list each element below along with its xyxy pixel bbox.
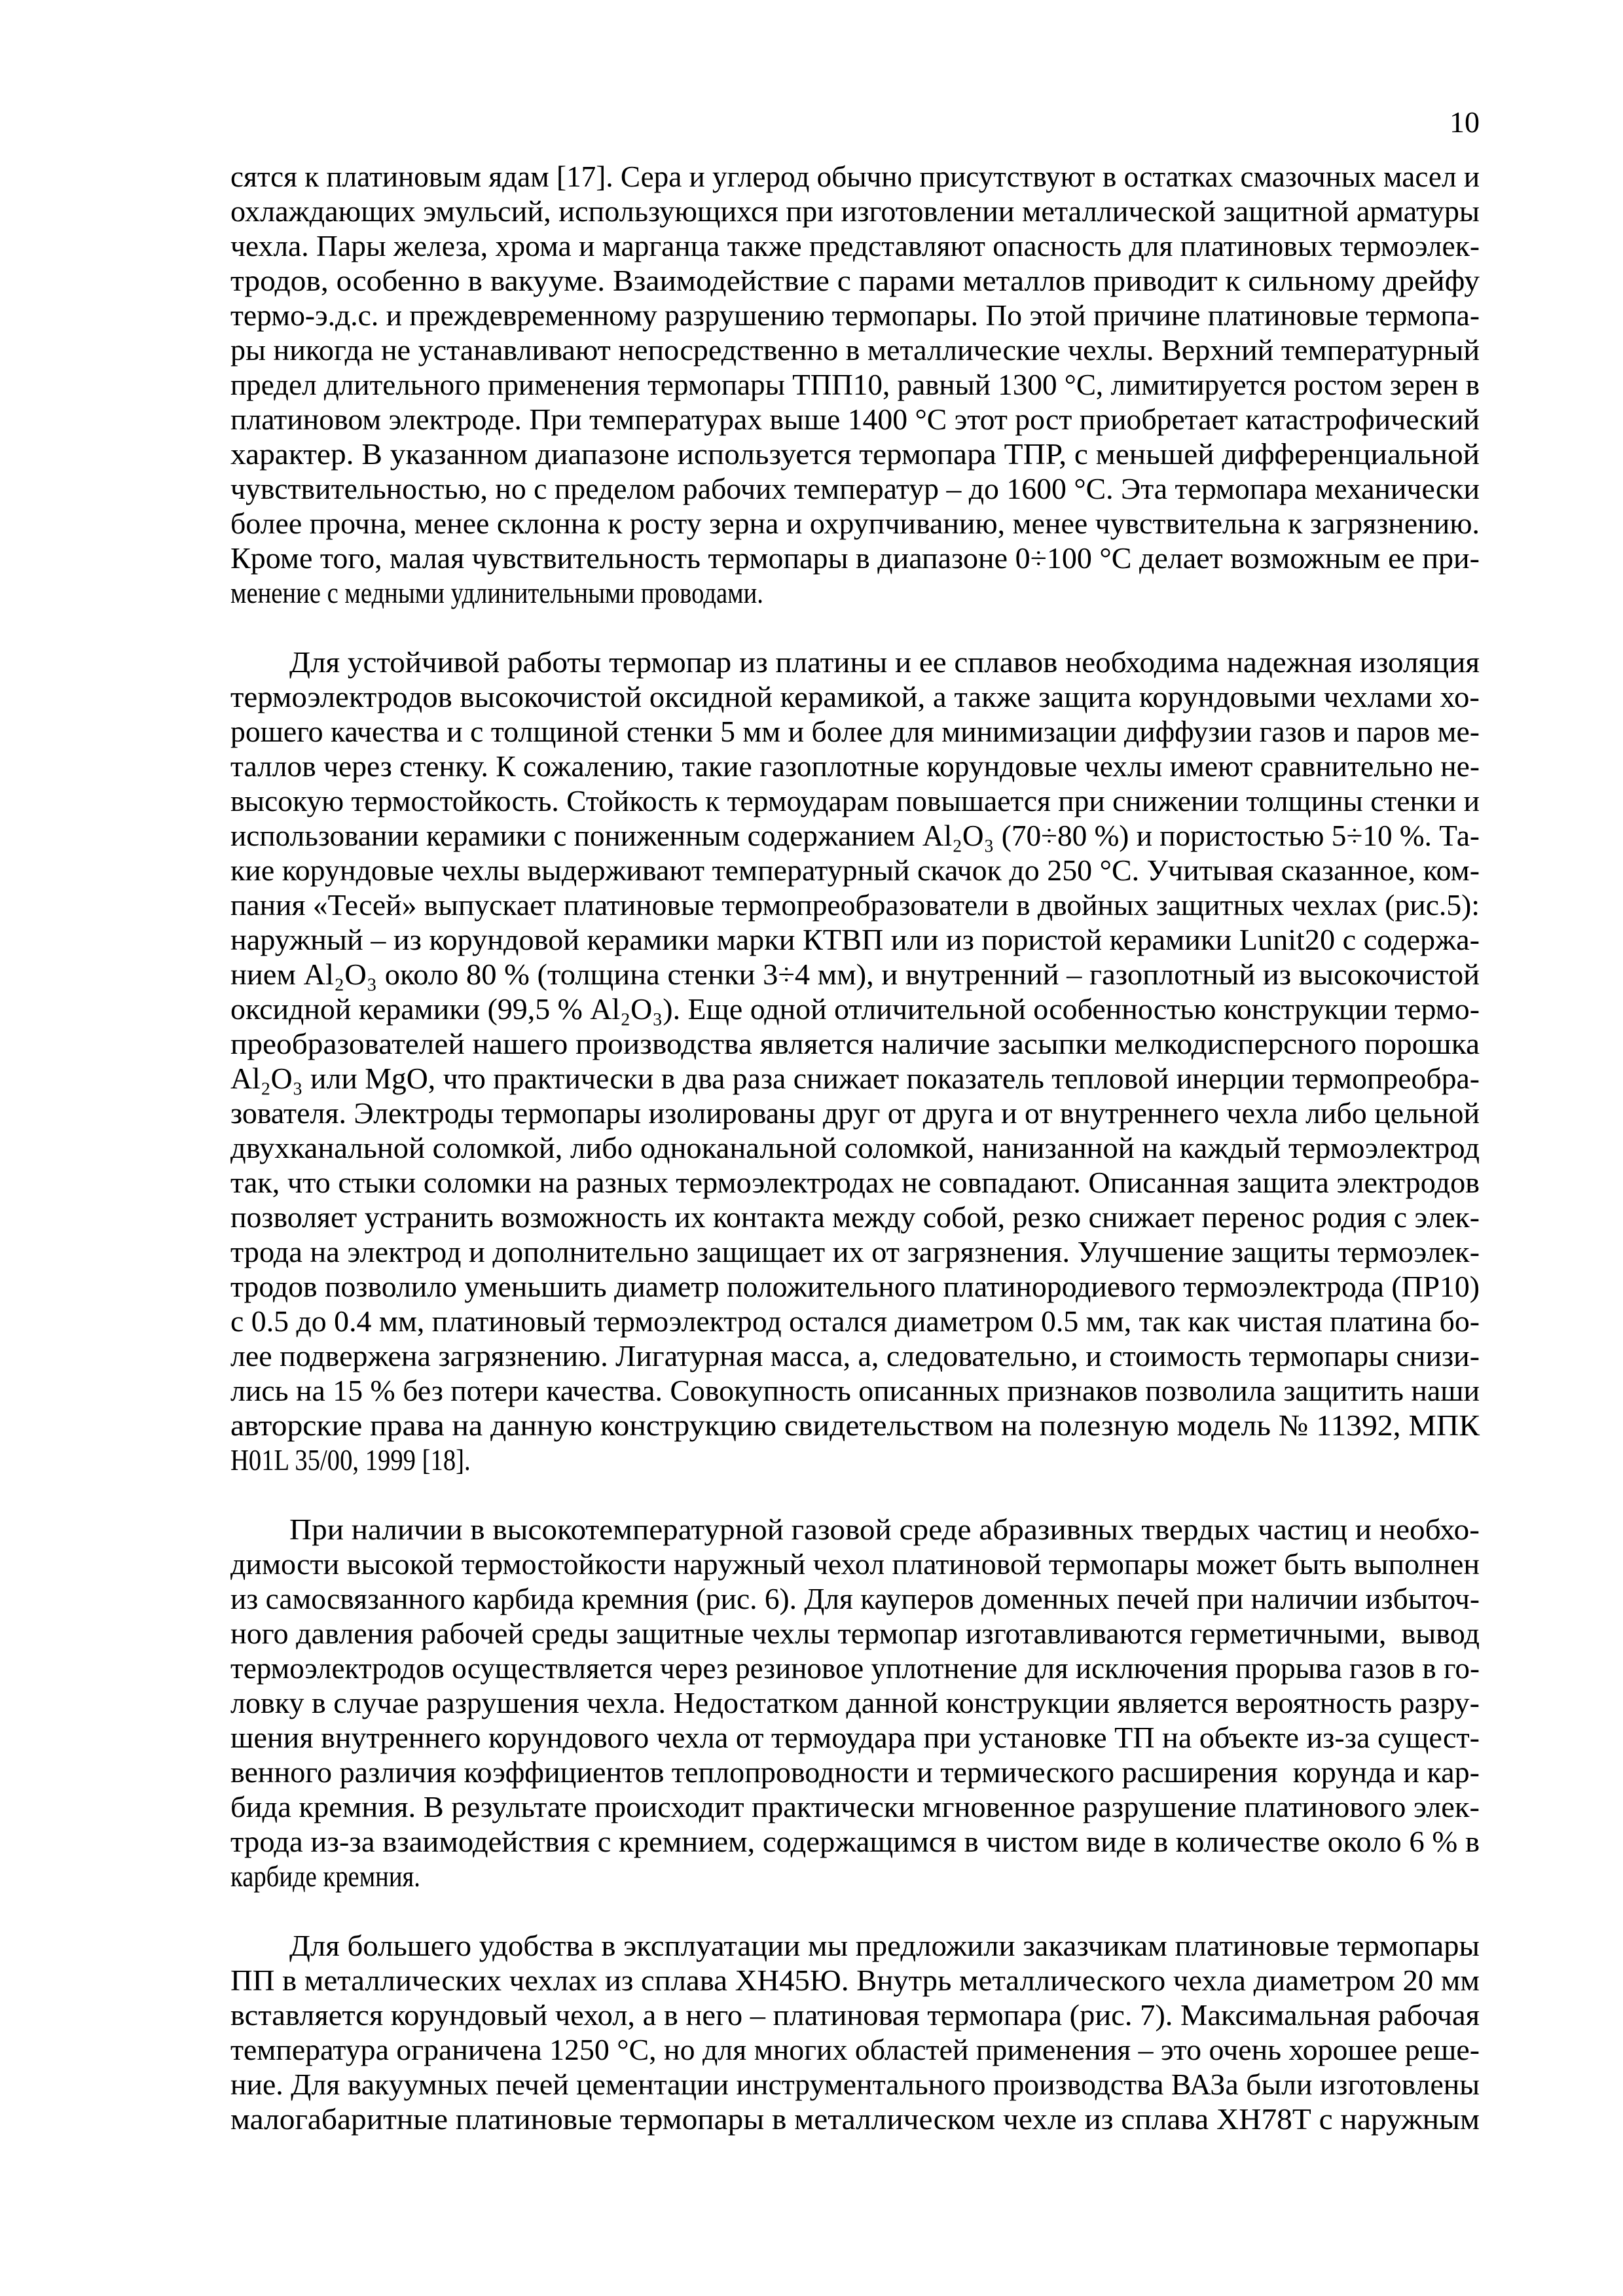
text-line [230,1581,1480,1616]
line-text: нием Al₂O₃ около 80 % (толщина стенки 3÷4 мм), и внутренний – газоплотный из высокочистой [230,958,1480,991]
line-text: сятся к платиновым ядам [17]. Сера и углерод обычно присутствуют в остатках смазочных масел и [230,160,1480,193]
text-line [230,1928,1480,1963]
text-line [230,1026,1480,1061]
line-text: Для большего удобства в эксплуатации мы предложили заказчикам платиновые термопары [289,1929,1480,1962]
line-text: Al₂O₃ или MgO, что практически в два раза снижает показатель тепловой инерции термопреобра- [230,1062,1480,1095]
text-line [230,1963,1480,1998]
line-text: преобразователей нашего производства является наличие засыпки мелкодисперсного порошка [230,1027,1480,1060]
line-text: H01L 35/00, 1999 [18]. [230,1443,471,1477]
line-text: рошего качества и с толщиной стенки 5 мм и более для минимизации диффузии газов и паров ме- [230,715,1480,748]
text-line [230,1234,1480,1269]
text-line [230,1720,1480,1755]
text-line [230,1789,1480,1824]
text-line [230,922,1480,957]
line-text: малогабаритные платиновые термопары в металлическом чехле из сплава ХН78Т с наружным [230,2102,1480,2136]
line-text: с 0.5 до 0.4 мм, платиновый термоэлектрод остался диаметром 0.5 мм, так как чистая платина бо- [230,1304,1480,1338]
text-line [230,1547,1480,1581]
text-line [230,1824,1480,1859]
text-line [230,992,1480,1026]
line-text: так, что стыки соломки на разных термоэлектродах не совпадают. Описанная защита электродов [230,1166,1480,1199]
line-text: из самосвязанного карбида кремния (рис. 6). Для кауперов доменных печей при наличии избыточ- [230,1582,1480,1615]
text-line [230,1130,1480,1165]
line-text: шения внутреннего корундового чехла от термоудара при установке ТП на объекте из-за сущест- [230,1721,1480,1754]
line-text: предел длительного применения термопары ТПП10, равный 1300 °С, лимитируется ростом зерен в [230,368,1480,401]
line-text: лее подвержена загрязнению. Лигатурная масса, а, следовательно, и стоимость термопары снизи- [230,1339,1480,1372]
text-line [230,506,1480,541]
text-column [230,105,1480,2136]
text-line [230,1096,1480,1130]
line-text: охлаждающих эмульсий, использующихся при изготовлении металлической защитной арматуры [230,194,1480,228]
text-line [230,575,1480,610]
text-line [230,1304,1480,1338]
text-line [230,228,1480,263]
text-line [230,679,1480,714]
text-line [230,714,1480,749]
line-text: авторские права на данную конструкцию свидетельством на полезную модель № 11392, МПК [230,1408,1480,1442]
text-line [230,1269,1480,1304]
text-line [230,2102,1480,2136]
text-line [230,194,1480,228]
line-text: карбиде кремния. [230,1859,420,1893]
line-text: чувствительностью, но с пределом рабочих температур – до 1600 °С. Эта термопара механически [230,472,1480,505]
line-text: ловку в случае разрушения чехла. Недостатком данной конструкции является вероятность разру- [230,1686,1480,1719]
line-text: использовании керамики с пониженным содержанием Al₂O₃ (70÷80 %) и пористостью 5÷10 %. Та- [230,819,1480,852]
text-line [230,1200,1480,1234]
text-line [230,332,1480,367]
line-text: двухканальной соломкой, либо одноканальной соломкой, нанизанной на каждый термоэлектрод [230,1131,1480,1164]
text-line [230,1165,1480,1200]
text-line [230,541,1480,575]
text-line [230,1998,1480,2032]
line-text: трода из-за взаимодействия с кремнием, содержащимся в чистом виде в количестве около 6 % в [230,1825,1480,1858]
line-text: ПП в металлических чехлах из сплава ХН45Ю. Внутрь металлического чехла диаметром 20 мм [230,1964,1480,1997]
paragraph-3 [230,1512,1480,1893]
line-text: температура ограничена 1250 °С, но для многих областей применения – это очень хорошее реше- [230,2033,1480,2066]
line-text: При наличии в высокотемпературной газовой среде абразивных твердых частиц и необхо- [289,1513,1480,1546]
line-text: вставляется корундовый чехол, а в него – платиновая термопара (рис. 7). Максимальная рабочая [230,1998,1480,2032]
paragraph-2 [230,645,1480,1477]
line-text: высокую термостойкость. Стойкость к термоударам повышается при снижении толщины стенки и [230,784,1480,817]
line-text: термо-э.д.с. и преждевременному разрушению термопары. По этой причине платиновые термопа- [230,298,1480,332]
text-line [230,645,1480,679]
text-line [230,263,1480,298]
line-text: Для устойчивой работы термопар из платины и ее сплавов необходима надежная изоляция [289,645,1480,679]
text-line [230,1859,1480,1893]
line-text: менение с медными удлинительными проводами. [230,576,763,609]
line-text: термоэлектродов осуществляется через резиновое уплотнение для исключения прорыва газов в го- [230,1651,1480,1685]
line-text: таллов через стенку. К сожалению, такие газоплотные корундовые чехлы имеют сравнительно не- [230,749,1480,783]
text-line [230,1061,1480,1096]
text-line [230,1512,1480,1547]
text-line [230,159,1480,194]
text-line [230,1373,1480,1408]
line-text: димости высокой термостойкости наружный чехол платиновой термопары может быть выполнен [230,1547,1480,1581]
text-line [230,853,1480,888]
line-text: характер. В указанном диапазоне используется термопара ТПР, с меньшей дифференциальной [230,437,1480,471]
line-text: пания «Тесей» выпускает платиновые термопреобразователи в двойных защитных чехлах (рис.5): [230,888,1480,922]
text-line [230,471,1480,506]
text-line [230,367,1480,402]
line-text: лись на 15 % без потери качества. Совокупность описанных признаков позволила защитить наши [230,1374,1480,1407]
line-text: более прочна, менее склонна к росту зерна и охрупчиванию, менее чувствительна к загрязнению. [230,507,1480,540]
text-line [230,749,1480,783]
line-text: термоэлектродов высокочистой оксидной керамикой, а также защита корундовыми чехлами хо- [230,680,1480,713]
text-line [230,957,1480,992]
text-line [230,2032,1480,2067]
paragraph-4 [230,1928,1480,2136]
line-text: Кроме того, малая чувствительность термопары в диапазоне 0÷100 °С делает возможным ее при- [230,541,1480,575]
text-line [230,1616,1480,1651]
text-line [230,1443,1480,1477]
line-text: наружный – из корундовой керамики марки КТВП или из пористой керамики Lunit20 с содержа- [230,923,1480,956]
line-text: трода на электрод и дополнительно защищает их от загрязнения. Улучшение защиты термоэлек- [230,1235,1480,1268]
text-line [230,298,1480,332]
line-text: платиновом электроде. При температурах выше 1400 °С этот рост приобретает катастрофический [230,403,1480,436]
text-line [230,437,1480,471]
text-line [230,783,1480,818]
line-text: тродов позволило уменьшить диаметр положительного платинородиевого термоэлектрода (ПР10) [230,1270,1480,1303]
line-text: ние. Для вакуумных печей цементации инструментального производства ВАЗа были изготовлены [230,2068,1480,2101]
line-text: чехла. Пары железа, хрома и марганца также представляют опасность для платиновых термоэлек- [230,229,1480,262]
line-text: кие корундовые чехлы выдерживают температурный скачок до 250 °С. Учитывая сказанное, ком- [230,853,1480,887]
text-line [230,1755,1480,1789]
text-line [230,888,1480,922]
line-text: оксидной керамики (99,5 % Al₂O₃). Еще одной отличительной особенностью конструкции термо- [230,992,1480,1026]
line-text: ного давления рабочей среды защитные чехлы термопар изготавливаются герметичными, вывод [230,1617,1480,1650]
text-line [230,1685,1480,1720]
text-line [230,402,1480,437]
text-line [230,1338,1480,1373]
line-text: ры никогда не устанавливают непосредственно в металлические чехлы. Верхний температурный [230,333,1480,367]
line-text: венного различия коэффициентов теплопроводности и термического расширения корунда и кар- [230,1755,1480,1789]
line-text: зователя. Электроды термопары изолированы друг от друга и от внутреннего чехла либо цельной [230,1096,1480,1130]
page-number: 10 [1450,105,1480,139]
text-line [230,2067,1480,2102]
text-line [230,818,1480,853]
line-text: бида кремния. В результате происходит практически мгновенное разрушение платинового элек- [230,1790,1480,1823]
line-text: тродов, особенно в вакууме. Взаимодействие с парами металлов приводит к сильному дрейфу [230,264,1480,297]
text-line [230,1651,1480,1685]
line-text: позволяет устранить возможность их контакта между собой, резко снижает перенос родия с элек- [230,1200,1480,1234]
paragraph-1 [230,159,1480,610]
text-line [230,1408,1480,1443]
